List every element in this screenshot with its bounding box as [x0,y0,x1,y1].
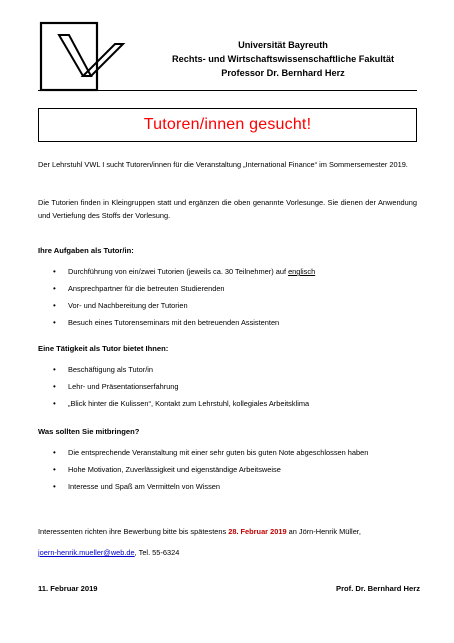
title-box [38,108,417,142]
page-title: Tutoren/innen gesucht! [143,116,312,133]
offer-list [52,364,412,415]
header-divider [38,90,417,91]
university-logo [39,21,126,101]
list-item: • „Blick hinter die Kulissen“, Kontakt zum Lehrstuhl, kollegiales Arbeitsklima [52,398,412,410]
list-item: • Vor- und Nachbereitung der Tutorien [52,300,412,312]
application-deadline: 28. Februar 2019 [228,527,287,536]
contact-paragraph [38,521,417,563]
list-item: • Ansprechpartner für die betreuten Studierenden [52,283,412,295]
list-item: • Beschäftigung als Tutor/in [52,364,412,376]
list-item: • Interesse und Spaß am Vermitteln von Wissen [52,481,412,493]
list-item: • Hohe Motivation, Zuverlässigkeit und eigenständige Arbeitsweise [52,464,412,476]
list-item: • Lehr- und Präsentationserfahrung [52,381,412,393]
contact-phone: , Tel. 55-6324 [134,548,180,557]
letterhead [142,38,424,80]
footer-signature: Prof. Dr. Bernhard Herz [336,584,420,593]
task-1-text: Durchführung von ein/zwei Tutorien (jeweils ca. 30 Teilnehmer) auf [68,267,289,276]
contact-text-pre: Interessenten richten ihre Bewerbung bitte bis spätestens [38,527,229,536]
tasks-heading: Ihre Aufgaben als Tutor/in: [38,246,134,255]
offer-heading: Eine Tätigkeit als Tutor bietet Ihnen: [38,344,169,353]
list-item [52,266,412,278]
faculty-name: Rechts- und Wirtschaftswissenschaftliche Fakultät [172,54,394,64]
list-item: • Die entsprechende Veranstaltung mit einer sehr guten bis guten Note abgeschlossen haben [52,447,412,459]
task-1-language: englisch [288,267,316,276]
email-link[interactable]: joern-henrik.mueller@web.de [38,548,135,557]
tasks-list [52,266,412,334]
footer-date: 11. Februar 2019 [38,584,98,593]
intro-paragraph-2: Die Tutorien finden in Kleingruppen statt und ergänzen die oben genannte Vorlesunge. Sie dienen der Anwendung und Vertiefung des Stoffs der Vorlesung. [38,198,417,220]
intro-paragraph-1: Der Lehrstuhl VWL I sucht Tutoren/innen für die Veranstaltung „International Finance“ im Sommersemester 2019. [38,160,408,169]
requirements-list [52,447,412,498]
university-name: Universität Bayreuth [238,40,328,50]
requirements-heading: Was sollten Sie mitbringen? [38,427,140,436]
contact-text-post: an Jörn-Henrik Müller, [286,527,361,536]
list-item: • Besuch eines Tutorenseminars mit den betreuenden Assistenten [52,317,412,329]
professor-name: Professor Dr. Bernhard Herz [221,68,345,78]
